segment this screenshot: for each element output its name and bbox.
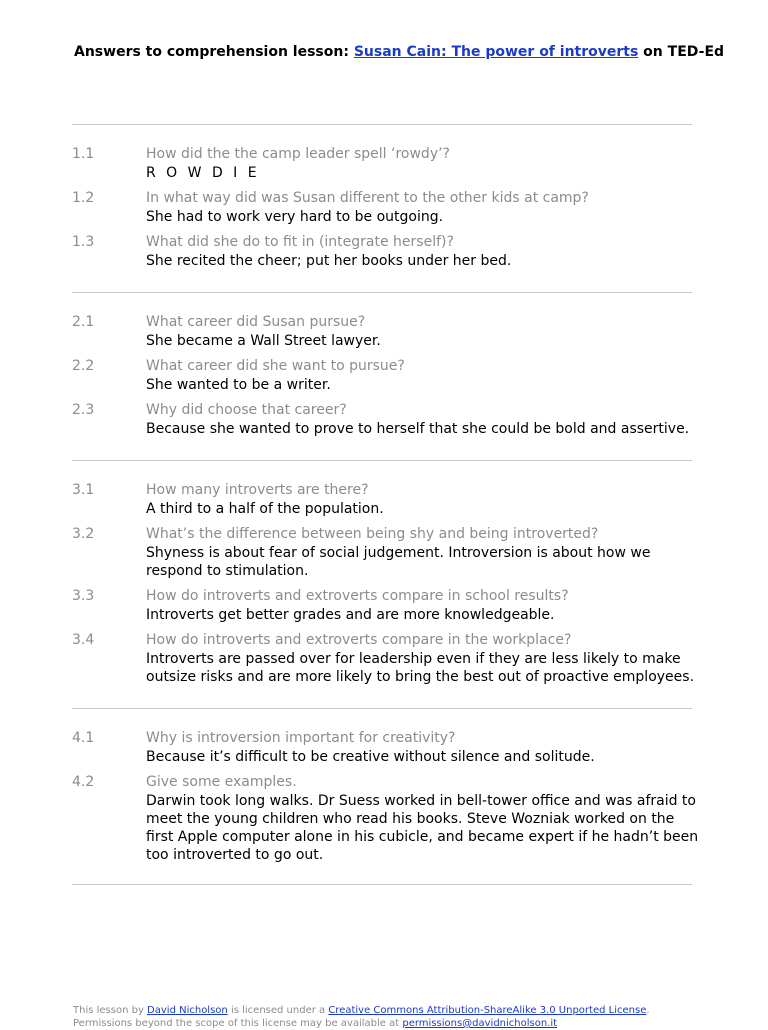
question-number: 1.1 bbox=[72, 146, 95, 162]
question-text: What’s the difference between being shy and being introverted? bbox=[146, 526, 599, 542]
question-text: How many introverts are there? bbox=[146, 482, 369, 498]
question-text: How do introverts and extroverts compare in the workplace? bbox=[146, 632, 572, 648]
question-number: 4.1 bbox=[72, 730, 95, 746]
permissions-line: Permissions beyond the scope of this license may be available at permissions@davidnicholson.it bbox=[73, 1018, 558, 1029]
question-number: 2.2 bbox=[72, 358, 95, 374]
document-title: Answers to comprehension lesson: Susan Cain: The power of introverts on TED-Ed bbox=[74, 44, 725, 60]
answer-text: She recited the cheer; put her books under her bed. bbox=[146, 253, 512, 269]
question-number: 3.1 bbox=[72, 482, 95, 498]
question-number: 4.2 bbox=[72, 774, 95, 790]
answer-text: R O W D I E bbox=[146, 165, 260, 181]
section-divider bbox=[72, 124, 692, 125]
license-footer bbox=[73, 1004, 650, 1030]
answer-text: Introverts get better grades and are more knowledgeable. bbox=[146, 607, 555, 623]
author-link[interactable]: David Nicholson bbox=[147, 1005, 228, 1016]
question-number: 3.4 bbox=[72, 632, 95, 648]
answer-text: She became a Wall Street lawyer. bbox=[146, 333, 381, 349]
answer-text: Because she wanted to prove to herself that she could be bold and assertive. bbox=[146, 421, 690, 437]
answer-text: She wanted to be a writer. bbox=[146, 377, 331, 393]
license-line: This lesson by David Nicholson is licensed under a Creative Commons Attribution-ShareAlike 3.0 Unported License. bbox=[73, 1005, 650, 1016]
answer-text: A third to a half of the population. bbox=[146, 501, 384, 517]
answer-text: Introverts are passed over for leadership even if they are less likely to make outsize risks and are more likely to bring the best out of proactive employees. bbox=[146, 651, 695, 685]
question-text: Why is introversion important for creativity? bbox=[146, 730, 456, 746]
question-text: What did she do to fit in (integrate herself)? bbox=[146, 234, 454, 250]
answer-text: Because it’s difficult to be creative without silence and solitude. bbox=[146, 749, 595, 765]
section-divider bbox=[72, 884, 692, 885]
ted-lesson-link[interactable]: Susan Cain: The power of introverts bbox=[353, 44, 639, 60]
question-number: 2.1 bbox=[72, 314, 95, 330]
question-number: 3.3 bbox=[72, 588, 95, 604]
answer-text: Shyness is about fear of social judgement. Introversion is about how we respond to stimulation. bbox=[146, 545, 651, 579]
section-divider bbox=[72, 708, 692, 709]
section-divider bbox=[72, 292, 692, 293]
question-text: Why did choose that career? bbox=[146, 402, 347, 418]
question-number: 1.3 bbox=[72, 234, 95, 250]
answer-text: Darwin took long walks. Dr Suess worked in bell-tower office and was afraid to meet the young children who read his books. Steve Wozniak worked on the first Apple computer alone in his cubicle, and became expert if he hadn’t been too introverted to go out. bbox=[146, 793, 699, 863]
question-number: 1.2 bbox=[72, 190, 95, 206]
section-divider bbox=[72, 460, 692, 461]
permissions-email-link[interactable]: permissions@davidnicholson.it bbox=[402, 1018, 558, 1029]
question-number: 2.3 bbox=[72, 402, 95, 418]
question-text: What career did she want to pursue? bbox=[146, 358, 405, 374]
license-link[interactable]: Creative Commons Attribution-ShareAlike 3.0 Unported License bbox=[328, 1005, 647, 1016]
question-text: How do introverts and extroverts compare in school results? bbox=[146, 588, 569, 604]
question-text: In what way did was Susan different to the other kids at camp? bbox=[146, 190, 589, 206]
question-number: 3.2 bbox=[72, 526, 95, 542]
question-text: How did the the camp leader spell ‘rowdy’? bbox=[146, 146, 450, 162]
question-text: What career did Susan pursue? bbox=[146, 314, 366, 330]
question-text: Give some examples. bbox=[146, 774, 297, 790]
answer-text: She had to work very hard to be outgoing. bbox=[146, 209, 444, 225]
